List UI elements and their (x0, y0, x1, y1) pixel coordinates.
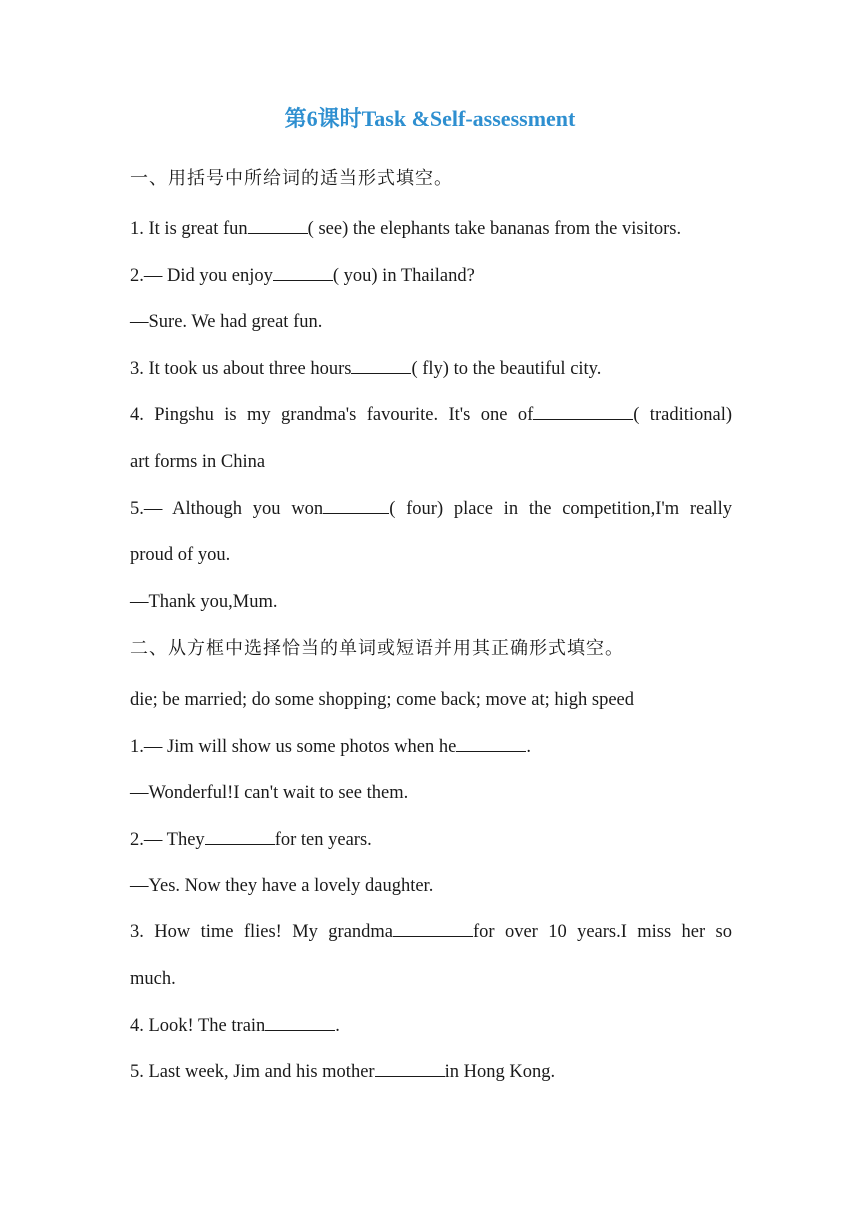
s2-question-1 (130, 734, 732, 760)
s1-q4-continuation: art forms in China (130, 452, 266, 472)
s1-question-1 (130, 216, 732, 242)
s2-q5-text-before: 5. Last week, Jim and his mother (130, 1062, 375, 1082)
s1-q2-blank[interactable] (273, 264, 333, 281)
word-box: die; be married; do some shopping; come back; move at; high speed (130, 690, 634, 710)
s1-q5-text-after: ( four) place in the competition,I'm really (389, 499, 732, 519)
s2-q1-text-before: 1.— Jim will show us some photos when he (130, 737, 457, 757)
s2-q2-text-after: for ten years. (274, 830, 372, 850)
s2-q5-blank[interactable] (375, 1060, 445, 1077)
s1-q1-text-after: ( see) the elephants take bananas from the visitors. (307, 219, 682, 239)
s2-q4-blank[interactable] (265, 1014, 335, 1031)
s1-q5-blank[interactable] (323, 497, 389, 514)
s1-question-2 (130, 263, 732, 289)
s2-q4-text-after: . (335, 1016, 340, 1036)
s2-q2-text-before: 2.— They (130, 830, 205, 850)
s2-q3-blank[interactable] (393, 920, 473, 937)
s2-q3-text-after: for over 10 years.I miss her so (473, 922, 732, 942)
s2-question-3 (130, 919, 732, 945)
s2-q3-continuation: much. (130, 969, 176, 989)
s1-q3-text-after: ( fly) to the beautiful city. (411, 359, 602, 379)
s2-q1-reply: —Wonderful!I can't wait to see them. (130, 783, 409, 803)
s1-q3-blank[interactable] (351, 357, 411, 374)
page-title: 第6课时Task &Self-assessment (284, 106, 576, 131)
s1-q3-text-before: 3. It took us about three hours (130, 359, 352, 379)
s1-q5-text-before: 5.— Although you won (130, 499, 324, 519)
s1-q2-reply: —Sure. We had great fun. (130, 312, 323, 332)
s2-question-4 (130, 1013, 732, 1039)
s1-question-4 (130, 402, 732, 428)
section-2-heading: 二、从方框中选择恰当的单词或短语并用其正确形式填空。 (130, 638, 624, 659)
s1-q4-text-after: ( traditional) (633, 405, 732, 425)
s2-q2-blank[interactable] (205, 828, 275, 845)
section-1-heading: 一、用括号中所给词的适当形式填空。 (130, 168, 453, 189)
s1-q4-blank[interactable] (533, 403, 633, 420)
s1-q5-reply: —Thank you,Mum. (130, 592, 278, 612)
s2-q1-text-after: . (526, 737, 531, 757)
s1-question-5 (130, 496, 732, 522)
s1-q4-text-before: 4. Pingshu is my grandma's favourite. It's one of (130, 405, 534, 425)
s2-q3-text-before: 3. How time flies! My grandma (130, 922, 394, 942)
s1-q1-text-before: 1. It is great fun (130, 219, 248, 239)
s2-q5-text-after: in Hong Kong. (444, 1062, 556, 1082)
s2-question-2 (130, 827, 732, 853)
s2-question-5 (130, 1059, 732, 1085)
s1-q5-continuation: proud of you. (130, 545, 231, 565)
s1-q2-text-after: ( you) in Thailand? (332, 266, 475, 286)
s2-q4-text-before: 4. Look! The train (130, 1016, 266, 1036)
s2-q2-reply: —Yes. Now they have a lovely daughter. (130, 876, 434, 896)
s1-q1-blank[interactable] (248, 217, 308, 234)
s1-question-3 (130, 356, 732, 382)
s1-q2-text-before: 2.— Did you enjoy (130, 266, 273, 286)
s2-q1-blank[interactable] (456, 735, 526, 752)
